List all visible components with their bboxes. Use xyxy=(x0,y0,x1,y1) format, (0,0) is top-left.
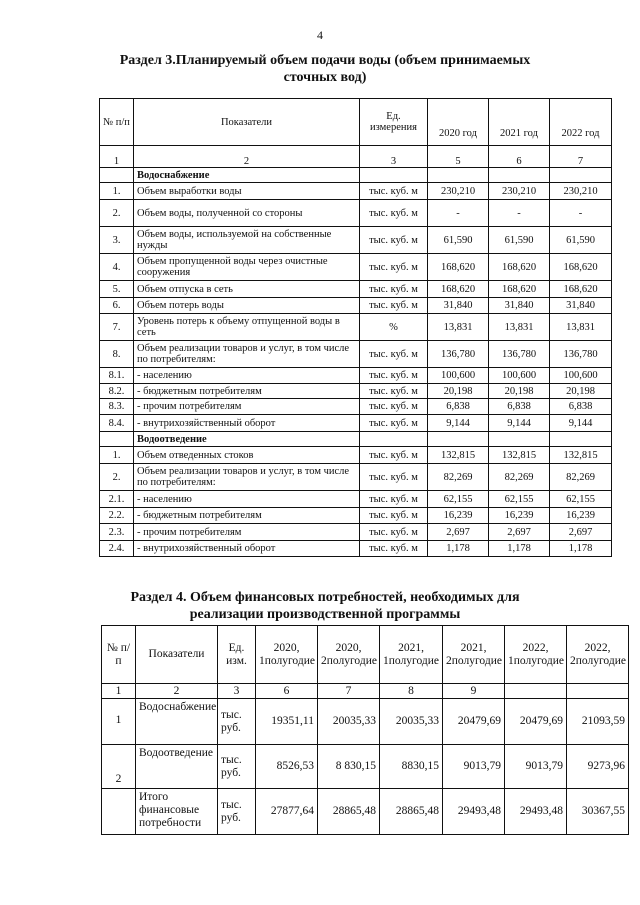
value-2022: 9,144 xyxy=(550,415,612,432)
value-2022: 16,239 xyxy=(550,508,612,524)
row-number: 6. xyxy=(100,298,134,314)
value-period-2: 28865,48 xyxy=(318,789,380,835)
value-period-1: 19351,11 xyxy=(256,699,318,745)
row-indicator: Водоснабжение xyxy=(136,699,218,745)
value-2020: 20,198 xyxy=(428,384,489,399)
row-indicator: Итого финансовые потребности xyxy=(136,789,218,835)
row-indicator: - прочим потребителям xyxy=(134,524,360,541)
value-period-3: 28865,48 xyxy=(380,789,443,835)
value-period-1: 27877,64 xyxy=(256,789,318,835)
value-2021: 168,620 xyxy=(489,254,550,281)
value-2022: 168,620 xyxy=(550,254,612,281)
table-row xyxy=(100,227,612,254)
table-row xyxy=(100,541,612,557)
row-unit: тыс. куб. м xyxy=(360,399,428,415)
column-number-row xyxy=(100,146,612,168)
value-2020: 16,239 xyxy=(428,508,489,524)
value-2021: 132,815 xyxy=(489,447,550,464)
row-unit: тыс. куб. м xyxy=(360,183,428,200)
value-2020: 9,144 xyxy=(428,415,489,432)
colnum-2: 2 xyxy=(134,146,360,168)
water-volume-table xyxy=(99,98,612,557)
row-indicator: Объем воды, полученной со стороны xyxy=(134,200,360,227)
table-row xyxy=(100,254,612,281)
value-2020: 61,590 xyxy=(428,227,489,254)
table-row xyxy=(100,281,612,298)
row-unit: тыс. куб. м xyxy=(360,541,428,557)
table-row xyxy=(100,524,612,541)
row-number: 2 xyxy=(102,745,136,789)
value-2020: 168,620 xyxy=(428,281,489,298)
colnum-8: 8 xyxy=(380,684,443,699)
value-2022: 100,600 xyxy=(550,368,612,384)
row-indicator: Объем пропущенной воды через очистные сооружения xyxy=(134,254,360,281)
financial-needs-table xyxy=(101,625,629,835)
value-2021: 230,210 xyxy=(489,183,550,200)
section-spacer xyxy=(360,168,428,183)
header-num: № п/п xyxy=(100,99,134,146)
row-indicator: Объем отведенных стоков xyxy=(134,447,360,464)
table-header-row xyxy=(102,626,629,684)
header-indicator: Показатели xyxy=(136,626,218,684)
header-2021-h2: 2021, 2полугодие xyxy=(443,626,505,684)
header-num: № п/п xyxy=(102,626,136,684)
header-2020: 2020 год xyxy=(428,99,489,146)
table-row xyxy=(100,368,612,384)
row-unit: тыс. руб. xyxy=(218,745,256,789)
value-2020: 1,178 xyxy=(428,541,489,557)
value-period-5: 29493,48 xyxy=(505,789,567,835)
value-2022: 2,697 xyxy=(550,524,612,541)
colnum-7: 7 xyxy=(318,684,380,699)
value-2022: 13,831 xyxy=(550,314,612,341)
header-unit: Ед. изм. xyxy=(218,626,256,684)
value-2022: 136,780 xyxy=(550,341,612,368)
row-number: 2.2. xyxy=(100,508,134,524)
row-number: 1 xyxy=(102,699,136,745)
section-spacer xyxy=(428,432,489,447)
row-number: 8.1. xyxy=(100,368,134,384)
row-unit: тыс. куб. м xyxy=(360,200,428,227)
row-indicator: - прочим потребителям xyxy=(134,399,360,415)
section4-title xyxy=(60,589,590,623)
value-2021: 136,780 xyxy=(489,341,550,368)
row-number: 2.1. xyxy=(100,491,134,508)
table-row xyxy=(100,314,612,341)
row-number: 2. xyxy=(100,200,134,227)
row-unit: тыс. куб. м xyxy=(360,281,428,298)
value-2021: 31,840 xyxy=(489,298,550,314)
table-row xyxy=(100,341,612,368)
section-label: Водоотведение xyxy=(134,432,360,447)
row-indicator: Объем потерь воды xyxy=(134,298,360,314)
row-number: 2. xyxy=(100,464,134,491)
row-indicator: Объем реализации товаров и услуг, в том числе по потребителям: xyxy=(134,464,360,491)
value-2020: 132,815 xyxy=(428,447,489,464)
table-row xyxy=(102,789,629,835)
section-spacer xyxy=(100,168,134,183)
section3-title-line2: сточных вод) xyxy=(283,70,367,85)
value-2020: 13,831 xyxy=(428,314,489,341)
row-unit: тыс. руб. xyxy=(218,789,256,835)
row-unit: тыс. куб. м xyxy=(360,254,428,281)
table-row xyxy=(100,399,612,415)
value-period-3: 8830,15 xyxy=(380,745,443,789)
value-2022: 1,178 xyxy=(550,541,612,557)
header-2022: 2022 год xyxy=(550,99,612,146)
row-unit: % xyxy=(360,314,428,341)
row-unit: тыс. куб. м xyxy=(360,508,428,524)
row-indicator: - бюджетным потребителям xyxy=(134,384,360,399)
value-2022: 230,210 xyxy=(550,183,612,200)
row-number: 8.4. xyxy=(100,415,134,432)
value-2020: 31,840 xyxy=(428,298,489,314)
header-2020-h1: 2020, 1полугодие xyxy=(256,626,318,684)
value-2020: 168,620 xyxy=(428,254,489,281)
value-2021: 9,144 xyxy=(489,415,550,432)
table-row xyxy=(100,183,612,200)
row-number: 5. xyxy=(100,281,134,298)
row-number: 8.3. xyxy=(100,399,134,415)
row-number: 8.2. xyxy=(100,384,134,399)
value-2020: - xyxy=(428,200,489,227)
section-spacer xyxy=(360,432,428,447)
value-2020: 62,155 xyxy=(428,491,489,508)
colnum-10 xyxy=(505,684,567,699)
colnum-6: 6 xyxy=(489,146,550,168)
table-row xyxy=(100,415,612,432)
value-2022: 132,815 xyxy=(550,447,612,464)
value-2021: 6,838 xyxy=(489,399,550,415)
value-2022: 31,840 xyxy=(550,298,612,314)
value-period-6: 30367,55 xyxy=(567,789,629,835)
value-2022: - xyxy=(550,200,612,227)
row-unit: тыс. куб. м xyxy=(360,227,428,254)
row-number: 3. xyxy=(100,227,134,254)
header-unit: Ед. измерения xyxy=(360,99,428,146)
table-row xyxy=(100,447,612,464)
row-number: 7. xyxy=(100,314,134,341)
value-period-4: 29493,48 xyxy=(443,789,505,835)
row-indicator: - населению xyxy=(134,491,360,508)
page-number: 4 xyxy=(317,28,323,42)
header-2022-h1: 2022, 1полугодие xyxy=(505,626,567,684)
colnum-6: 6 xyxy=(256,684,318,699)
value-2021: - xyxy=(489,200,550,227)
row-unit: тыс. куб. м xyxy=(360,298,428,314)
row-unit: тыс. куб. м xyxy=(360,524,428,541)
section3-title xyxy=(60,52,590,86)
colnum-11 xyxy=(567,684,629,699)
row-indicator: Объем выработки воды xyxy=(134,183,360,200)
row-number xyxy=(102,789,136,835)
section-spacer xyxy=(100,432,134,447)
value-period-6: 21093,59 xyxy=(567,699,629,745)
value-2022: 62,155 xyxy=(550,491,612,508)
value-2022: 168,620 xyxy=(550,281,612,298)
value-period-2: 20035,33 xyxy=(318,699,380,745)
row-unit: тыс. куб. м xyxy=(360,368,428,384)
section4-title-line2: реализации производственной программы xyxy=(189,607,461,622)
value-period-6: 9273,96 xyxy=(567,745,629,789)
colnum-3: 3 xyxy=(360,146,428,168)
row-number: 8. xyxy=(100,341,134,368)
row-indicator: - населению xyxy=(134,368,360,384)
section3-title-line1: Раздел 3.Планируемый объем подачи воды (объем принимаемых xyxy=(119,53,531,68)
row-unit: тыс. куб. м xyxy=(360,415,428,432)
value-2021: 168,620 xyxy=(489,281,550,298)
value-2022: 61,590 xyxy=(550,227,612,254)
table-row xyxy=(102,699,629,745)
value-period-4: 20479,69 xyxy=(443,699,505,745)
row-unit: тыс. куб. м xyxy=(360,384,428,399)
section-spacer xyxy=(550,432,612,447)
value-2021: 16,239 xyxy=(489,508,550,524)
column-number-row xyxy=(102,684,629,699)
colnum-3: 3 xyxy=(218,684,256,699)
row-unit: тыс. куб. м xyxy=(360,491,428,508)
table-header-row xyxy=(100,99,612,146)
header-2020-h2: 2020, 2полугодие xyxy=(318,626,380,684)
value-2021: 100,600 xyxy=(489,368,550,384)
value-2020: 100,600 xyxy=(428,368,489,384)
table-row xyxy=(100,508,612,524)
value-2022: 6,838 xyxy=(550,399,612,415)
value-2021: 20,198 xyxy=(489,384,550,399)
row-number: 2.3. xyxy=(100,524,134,541)
colnum-1: 1 xyxy=(100,146,134,168)
header-2021: 2021 год xyxy=(489,99,550,146)
value-period-3: 20035,33 xyxy=(380,699,443,745)
value-2020: 6,838 xyxy=(428,399,489,415)
value-2021: 1,178 xyxy=(489,541,550,557)
table-row xyxy=(102,745,629,789)
value-2021: 61,590 xyxy=(489,227,550,254)
row-unit: тыс. куб. м xyxy=(360,464,428,491)
value-2020: 230,210 xyxy=(428,183,489,200)
row-indicator: Объем воды, используемой на собственные нужды xyxy=(134,227,360,254)
row-indicator: - внутрихозяйственный оборот xyxy=(134,415,360,432)
value-period-5: 9013,79 xyxy=(505,745,567,789)
value-2020: 82,269 xyxy=(428,464,489,491)
value-2022: 82,269 xyxy=(550,464,612,491)
value-2021: 62,155 xyxy=(489,491,550,508)
row-indicator: Водоотведение xyxy=(136,745,218,789)
row-unit: тыс. руб. xyxy=(218,699,256,745)
value-2021: 2,697 xyxy=(489,524,550,541)
table-row xyxy=(100,464,612,491)
value-period-4: 9013,79 xyxy=(443,745,505,789)
section-label: Водоснабжение xyxy=(134,168,360,183)
colnum-7: 7 xyxy=(550,146,612,168)
section-spacer xyxy=(489,432,550,447)
table-row xyxy=(100,384,612,399)
row-indicator: - внутрихозяйственный оборот xyxy=(134,541,360,557)
row-unit: тыс. куб. м xyxy=(360,341,428,368)
value-2021: 82,269 xyxy=(489,464,550,491)
row-number: 1. xyxy=(100,183,134,200)
section-spacer xyxy=(550,168,612,183)
value-period-5: 20479,69 xyxy=(505,699,567,745)
colnum-5: 5 xyxy=(428,146,489,168)
value-2020: 2,697 xyxy=(428,524,489,541)
value-2021: 13,831 xyxy=(489,314,550,341)
wastewater-section-row xyxy=(100,432,612,447)
section4-title-line1: Раздел 4. Объем финансовых потребностей, необходимых для xyxy=(130,590,520,605)
colnum-1: 1 xyxy=(102,684,136,699)
table-row xyxy=(100,491,612,508)
row-unit: тыс. куб. м xyxy=(360,447,428,464)
table-row xyxy=(100,200,612,227)
section-spacer xyxy=(489,168,550,183)
colnum-9: 9 xyxy=(443,684,505,699)
water-supply-section-row xyxy=(100,168,612,183)
row-indicator: Объем реализации товаров и услуг, в том числе по потребителям: xyxy=(134,341,360,368)
header-indicator: Показатели xyxy=(134,99,360,146)
row-number: 4. xyxy=(100,254,134,281)
value-2022: 20,198 xyxy=(550,384,612,399)
row-indicator: - бюджетным потребителям xyxy=(134,508,360,524)
row-number: 1. xyxy=(100,447,134,464)
row-indicator: Объем отпуска в сеть xyxy=(134,281,360,298)
value-period-1: 8526,53 xyxy=(256,745,318,789)
value-period-2: 8 830,15 xyxy=(318,745,380,789)
header-2021-h1: 2021, 1полугодие xyxy=(380,626,443,684)
header-2022-h2: 2022, 2полугодие xyxy=(567,626,629,684)
section-spacer xyxy=(428,168,489,183)
row-number: 2.4. xyxy=(100,541,134,557)
value-2020: 136,780 xyxy=(428,341,489,368)
row-indicator: Уровень потерь к объему отпущенной воды в сеть xyxy=(134,314,360,341)
table-row xyxy=(100,298,612,314)
colnum-2: 2 xyxy=(136,684,218,699)
